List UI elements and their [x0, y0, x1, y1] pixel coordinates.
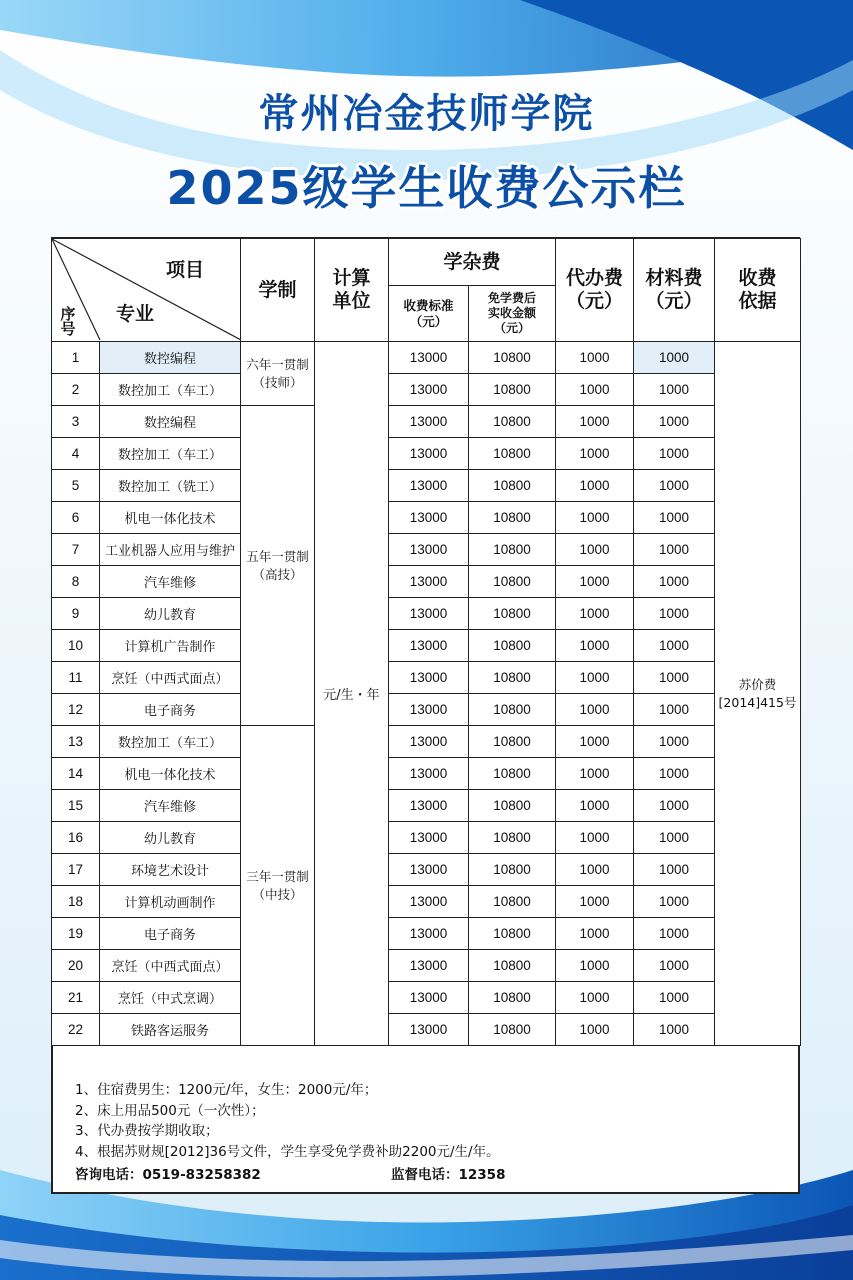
major-cell: 计算机广告制作 [100, 630, 241, 662]
material-cell: 1000 [634, 406, 715, 438]
header-duration: 学制 [241, 239, 315, 342]
seq-cell: 11 [52, 662, 100, 694]
duration-line2: （技师） [252, 374, 303, 390]
standard-cell: 13000 [389, 630, 469, 662]
major-cell: 烹饪（中西式面点） [100, 950, 241, 982]
material-cell: 1000 [634, 598, 715, 630]
duration-line2: （中技） [252, 886, 303, 902]
material-cell: 1000 [634, 822, 715, 854]
header-standard-line2: （元） [409, 313, 448, 329]
major-cell: 计算机动画制作 [100, 886, 241, 918]
table-row [52, 406, 801, 438]
basis-line2: [2014]415号 [718, 694, 797, 710]
seq-cell: 21 [52, 982, 100, 1014]
material-cell: 1000 [634, 662, 715, 694]
standard-cell: 13000 [389, 982, 469, 1014]
unit-cell: 元/生・年 [315, 342, 389, 1046]
seq-cell: 15 [52, 790, 100, 822]
table-row [52, 694, 801, 726]
header-standard-line1: 收费标准 [403, 297, 454, 313]
seq-cell: 2 [52, 374, 100, 406]
duration-cell [241, 406, 315, 726]
header-agency-line2: （元） [565, 290, 623, 312]
agency-cell: 1000 [556, 1014, 634, 1046]
major-cell: 工业机器人应用与维护 [100, 534, 241, 566]
duration-line1: 六年一贯制 [246, 356, 309, 372]
actual-cell: 10800 [469, 950, 556, 982]
table-row [52, 630, 801, 662]
major-cell: 汽车维修 [100, 790, 241, 822]
actual-cell: 10800 [469, 502, 556, 534]
agency-cell: 1000 [556, 918, 634, 950]
actual-cell: 10800 [469, 598, 556, 630]
actual-cell: 10800 [469, 566, 556, 598]
seq-cell: 18 [52, 886, 100, 918]
header-standard [389, 286, 469, 342]
table-row [52, 790, 801, 822]
actual-cell: 10800 [469, 374, 556, 406]
standard-cell: 13000 [389, 566, 469, 598]
standard-cell: 13000 [389, 758, 469, 790]
actual-cell: 10800 [469, 918, 556, 950]
actual-cell: 10800 [469, 790, 556, 822]
agency-cell: 1000 [556, 694, 634, 726]
actual-cell: 10800 [469, 438, 556, 470]
header-material-line2: （元） [645, 290, 703, 312]
material-cell: 1000 [634, 950, 715, 982]
major-cell: 烹饪（中西式面点） [100, 662, 241, 694]
agency-cell: 1000 [556, 566, 634, 598]
agency-cell: 1000 [556, 438, 634, 470]
standard-cell: 13000 [389, 662, 469, 694]
major-cell: 数控加工（车工） [100, 374, 241, 406]
actual-cell: 10800 [469, 470, 556, 502]
major-cell: 幼儿教育 [100, 598, 241, 630]
standard-cell: 13000 [389, 854, 469, 886]
seq-cell: 5 [52, 470, 100, 502]
agency-cell: 1000 [556, 630, 634, 662]
agency-cell: 1000 [556, 886, 634, 918]
header-material [634, 239, 715, 342]
note-item: 1、住宿费男生：1200元/年，女生：2000元/年； [75, 1082, 378, 1098]
agency-cell: 1000 [556, 406, 634, 438]
major-cell: 幼儿教育 [100, 822, 241, 854]
header-actual [469, 286, 556, 342]
header-tuition: 学杂费 [389, 239, 556, 286]
actual-cell: 10800 [469, 406, 556, 438]
supervise-phone: 监督电话：12358 [391, 1167, 506, 1183]
standard-cell: 13000 [389, 918, 469, 950]
material-cell: 1000 [634, 758, 715, 790]
seq-cell: 6 [52, 502, 100, 534]
header-basis-line1: 收费 [738, 267, 777, 289]
header-seq: 序号 [60, 305, 76, 338]
duration-cell [241, 342, 315, 406]
material-cell: 1000 [634, 918, 715, 950]
table-row [52, 566, 801, 598]
actual-cell: 10800 [469, 822, 556, 854]
header-actual-line2: 实收金额 [487, 306, 536, 320]
header-basis [715, 239, 801, 342]
header-unit-line2: 单位 [332, 290, 371, 312]
header-actual-line3: （元） [493, 321, 530, 335]
note-item: 2、床上用品500元（一次性）； [75, 1102, 265, 1119]
seq-cell: 13 [52, 726, 100, 758]
note-item: 3、代办费按学期收取； [75, 1123, 219, 1139]
header-unit-line1: 计算 [332, 267, 371, 289]
seq-cell: 1 [52, 342, 100, 374]
duration-line1: 三年一贯制 [246, 868, 309, 884]
standard-cell: 13000 [389, 726, 469, 758]
material-cell: 1000 [634, 470, 715, 502]
standard-cell: 13000 [389, 374, 469, 406]
material-cell: 1000 [634, 790, 715, 822]
seq-cell: 3 [52, 406, 100, 438]
seq-cell: 12 [52, 694, 100, 726]
table-row [52, 854, 801, 886]
major-cell: 机电一体化技术 [100, 758, 241, 790]
standard-cell: 13000 [389, 438, 469, 470]
table-row [52, 438, 801, 470]
agency-cell: 1000 [556, 374, 634, 406]
note-item: 4、根据苏财规[2012]36号文件，学生享受免学费补助2200元/生/年。 [75, 1143, 500, 1160]
header-agency-line1: 代办费 [565, 267, 623, 289]
table-row [52, 662, 801, 694]
major-cell: 电子商务 [100, 918, 241, 950]
actual-cell: 10800 [469, 694, 556, 726]
actual-cell: 10800 [469, 758, 556, 790]
duration-line2: （高技） [252, 566, 303, 582]
standard-cell: 13000 [389, 502, 469, 534]
actual-cell: 10800 [469, 886, 556, 918]
table-row [52, 342, 801, 374]
school-name: 常州冶金技师学院 [258, 91, 595, 137]
agency-cell: 1000 [556, 534, 634, 566]
standard-cell: 13000 [389, 598, 469, 630]
material-cell: 1000 [634, 342, 715, 374]
header-diagonal-cell [52, 239, 241, 342]
standard-cell: 13000 [389, 342, 469, 374]
material-cell: 1000 [634, 1014, 715, 1046]
agency-cell: 1000 [556, 822, 634, 854]
table-row [52, 918, 801, 950]
header-agency [556, 239, 634, 342]
agency-cell: 1000 [556, 662, 634, 694]
seq-cell: 16 [52, 822, 100, 854]
material-cell: 1000 [634, 694, 715, 726]
major-cell: 烹饪（中式烹调） [100, 982, 241, 1014]
agency-cell: 1000 [556, 342, 634, 374]
actual-cell: 10800 [469, 982, 556, 1014]
agency-cell: 1000 [556, 790, 634, 822]
page-title: 2025级学生收费公示栏 [166, 161, 687, 215]
material-cell: 1000 [634, 534, 715, 566]
major-cell: 数控加工（车工） [100, 438, 241, 470]
seq-cell: 19 [52, 918, 100, 950]
agency-cell: 1000 [556, 726, 634, 758]
header-major: 专业 [116, 303, 155, 325]
table-row [52, 502, 801, 534]
major-cell: 环境艺术设计 [100, 854, 241, 886]
table-row [52, 886, 801, 918]
major-cell: 电子商务 [100, 694, 241, 726]
seq-cell: 17 [52, 854, 100, 886]
seq-cell: 10 [52, 630, 100, 662]
actual-cell: 10800 [469, 534, 556, 566]
basis-cell [715, 342, 801, 1046]
actual-cell: 10800 [469, 342, 556, 374]
table-row [52, 950, 801, 982]
seq-cell: 20 [52, 950, 100, 982]
material-cell: 1000 [634, 374, 715, 406]
consult-phone: 咨询电话：0519-83258382 [75, 1167, 261, 1183]
major-cell: 数控加工（车工） [100, 726, 241, 758]
standard-cell: 13000 [389, 470, 469, 502]
fee-table [51, 238, 801, 1046]
actual-cell: 10800 [469, 662, 556, 694]
material-cell: 1000 [634, 630, 715, 662]
standard-cell: 13000 [389, 534, 469, 566]
seq-cell: 22 [52, 1014, 100, 1046]
standard-cell: 13000 [389, 822, 469, 854]
material-cell: 1000 [634, 854, 715, 886]
actual-cell: 10800 [469, 854, 556, 886]
header-item: 项目 [166, 259, 205, 281]
header-material-line1: 材料费 [645, 267, 703, 289]
seq-cell: 9 [52, 598, 100, 630]
material-cell: 1000 [634, 502, 715, 534]
header-actual-line1: 免学费后 [487, 291, 536, 305]
agency-cell: 1000 [556, 854, 634, 886]
material-cell: 1000 [634, 566, 715, 598]
actual-cell: 10800 [469, 1014, 556, 1046]
header-basis-line2: 依据 [738, 290, 777, 312]
table-row [52, 534, 801, 566]
table-row [52, 1014, 801, 1046]
table-row [52, 726, 801, 758]
table-row [52, 982, 801, 1014]
table-row [52, 822, 801, 854]
standard-cell: 13000 [389, 406, 469, 438]
major-cell: 数控加工（铣工） [100, 470, 241, 502]
standard-cell: 13000 [389, 1014, 469, 1046]
major-cell: 数控编程 [100, 342, 241, 374]
material-cell: 1000 [634, 886, 715, 918]
material-cell: 1000 [634, 438, 715, 470]
standard-cell: 13000 [389, 886, 469, 918]
seq-cell: 7 [52, 534, 100, 566]
duration-line1: 五年一贯制 [246, 548, 309, 564]
table-row [52, 758, 801, 790]
standard-cell: 13000 [389, 950, 469, 982]
agency-cell: 1000 [556, 982, 634, 1014]
material-cell: 1000 [634, 726, 715, 758]
agency-cell: 1000 [556, 598, 634, 630]
table-row [52, 598, 801, 630]
standard-cell: 13000 [389, 694, 469, 726]
notes [75, 1080, 775, 1162]
actual-cell: 10800 [469, 630, 556, 662]
agency-cell: 1000 [556, 470, 634, 502]
major-cell: 数控编程 [100, 406, 241, 438]
table-row [52, 470, 801, 502]
material-cell: 1000 [634, 982, 715, 1014]
agency-cell: 1000 [556, 758, 634, 790]
duration-cell [241, 726, 315, 1046]
basis-line1: 苏价费 [738, 676, 777, 692]
major-cell: 铁路客运服务 [100, 1014, 241, 1046]
agency-cell: 1000 [556, 502, 634, 534]
header-unit [315, 239, 389, 342]
actual-cell: 10800 [469, 726, 556, 758]
major-cell: 汽车维修 [100, 566, 241, 598]
major-cell: 机电一体化技术 [100, 502, 241, 534]
seq-cell: 8 [52, 566, 100, 598]
standard-cell: 13000 [389, 790, 469, 822]
agency-cell: 1000 [556, 950, 634, 982]
table-row [52, 374, 801, 406]
seq-cell: 14 [52, 758, 100, 790]
seq-cell: 4 [52, 438, 100, 470]
